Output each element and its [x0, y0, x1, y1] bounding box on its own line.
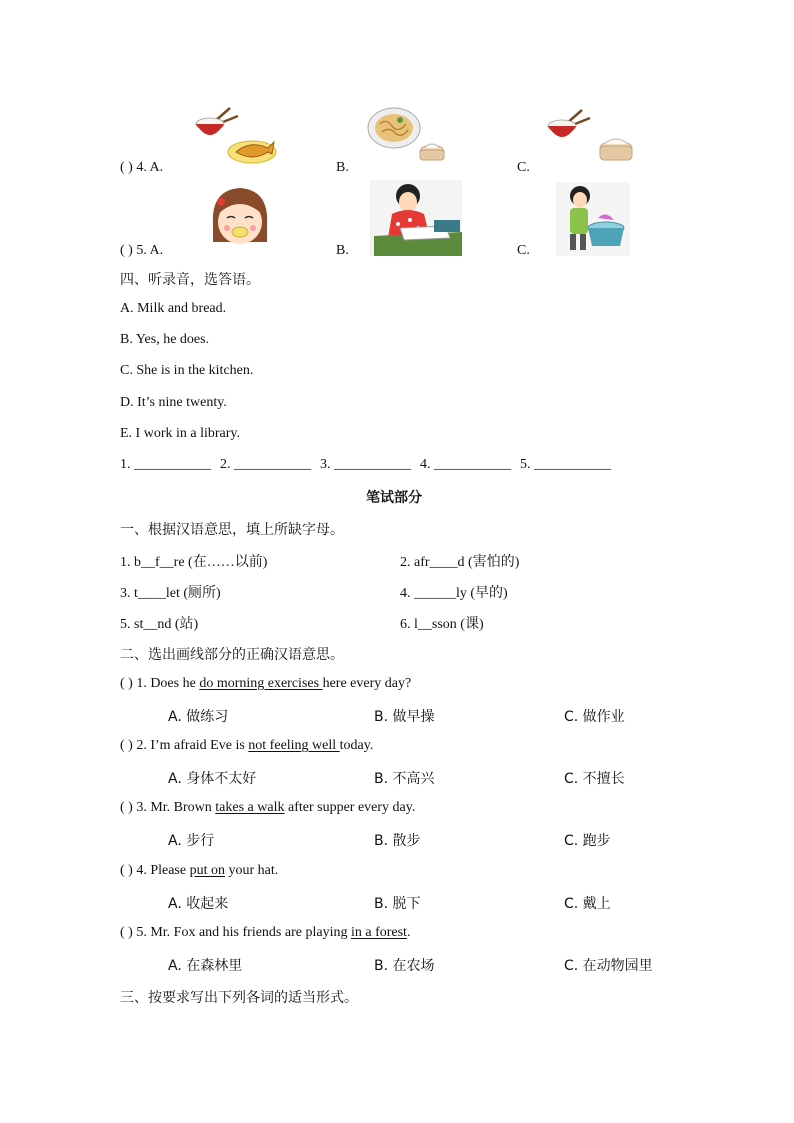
underlined-phrase: put on [189, 863, 225, 878]
choice-question-5: ( ) 5. Mr. Fox and his friends are playing in a forest. [120, 925, 411, 940]
question-5-option-b: B. [336, 243, 349, 258]
underlined-phrase: do morning exercises [199, 676, 323, 691]
rice-bowl-and-fish-image [192, 104, 282, 170]
q1-option-b: B. 做早操 [374, 709, 435, 725]
q5-option-b: B. 在农场 [374, 958, 435, 974]
q5-option-c: C. 在动物园里 [564, 958, 653, 974]
q4-option-a: A. 收起来 [168, 896, 229, 912]
answer-blank-5[interactable]: 5. ___________ [520, 457, 611, 472]
question-5-label: ( ) 5. A. [120, 243, 164, 258]
question-5-option-c: C. [517, 243, 530, 258]
q4-option-b: B. 脱下 [374, 896, 421, 912]
answer-blank-3[interactable]: 3. ___________ [320, 457, 411, 472]
q3-option-a: A. 步行 [168, 833, 215, 849]
answer-option-d: D. It’s nine twenty. [120, 395, 227, 410]
choice-question-1: ( ) 1. Does he do morning exercises here every day? [120, 676, 412, 691]
fill-item-6: 6. l__sson (课) [400, 617, 484, 632]
fill-item-2: 2. afr____d (害怕的) [400, 555, 520, 570]
fill-item-1: 1. b__f__re (在……以前) [120, 555, 268, 570]
q4-option-c: C. 戴上 [564, 896, 611, 912]
question-4-option-b: B. [336, 160, 349, 175]
girl-eating-image [207, 184, 273, 250]
underlined-phrase: not feeling well [248, 738, 340, 753]
section-4-heading: 四、听录音，选答语。 [120, 272, 260, 288]
q2-option-a: A. 身体不太好 [168, 771, 257, 787]
girl-washing-clothes-image [556, 182, 630, 256]
fill-item-4: 4. ______ly (早的) [400, 586, 508, 601]
girl-writing-image [370, 180, 462, 256]
question-4-label: ( ) 4. A. [120, 160, 164, 175]
written-section-title: 笔试部分 [366, 490, 422, 506]
q2-option-b: B. 不高兴 [374, 771, 435, 787]
part-3-heading: 三、按要求写出下列各词的适当形式。 [120, 990, 358, 1006]
answer-option-e: E. I work in a library. [120, 426, 240, 441]
underlined-phrase: in a forest [350, 925, 407, 940]
noodles-and-dumplings-image [366, 104, 446, 166]
question-4-option-c: C. [517, 160, 530, 175]
choice-question-4: ( ) 4. Please put on your hat. [120, 863, 279, 878]
answer-option-c: C. She is in the kitchen. [120, 363, 254, 378]
answer-blank-4[interactable]: 4. ___________ [420, 457, 511, 472]
q5-option-a: A. 在森林里 [168, 958, 243, 974]
underlined-phrase: takes a walk [215, 800, 285, 815]
q1-option-a: A. 做练习 [168, 709, 229, 725]
fill-item-5: 5. st__nd (站) [120, 617, 199, 632]
q3-option-b: B. 散步 [374, 833, 421, 849]
q1-option-c: C. 做作业 [564, 709, 625, 725]
choice-question-2: ( ) 2. I’m afraid Eve is not feeling well today. [120, 738, 374, 753]
answer-blank-1[interactable]: 1. ___________ [120, 457, 211, 472]
q3-option-c: C. 跑步 [564, 833, 611, 849]
q2-option-c: C. 不擅长 [564, 771, 625, 787]
rice-bowl-and-dumplings-image [544, 106, 636, 166]
part-2-heading: 二、选出画线部分的正确汉语意思。 [120, 647, 344, 663]
answer-option-b: B. Yes, he does. [120, 332, 210, 347]
part-1-heading: 一、根据汉语意思，填上所缺字母。 [120, 522, 344, 538]
answer-option-a: A. Milk and bread. [120, 301, 227, 316]
fill-item-3: 3. t____let (厕所) [120, 586, 221, 601]
choice-question-3: ( ) 3. Mr. Brown takes a walk after supper every day. [120, 800, 416, 815]
answer-blank-2[interactable]: 2. ___________ [220, 457, 311, 472]
